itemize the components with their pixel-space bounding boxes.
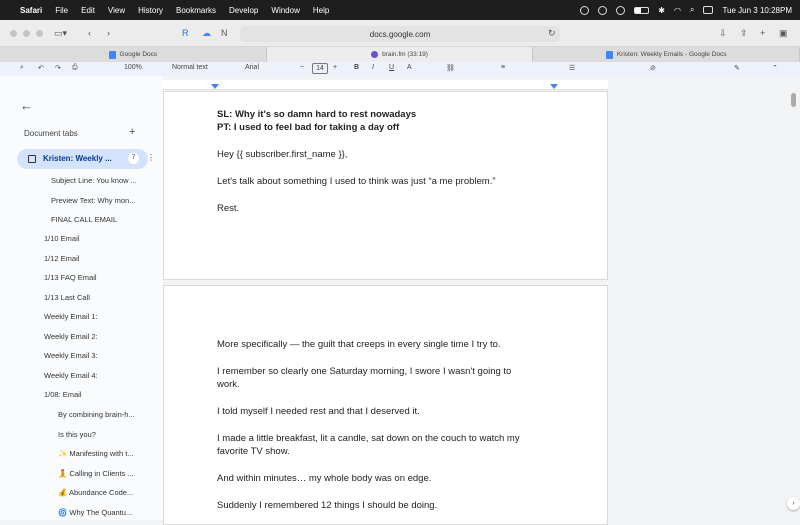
body-paragraph: favorite TV show. [217, 446, 290, 457]
sidebar-item-weekly-email-2[interactable]: Weekly Email 2: [44, 332, 98, 341]
search-menus-icon[interactable]: ⌕ [20, 64, 24, 71]
body-paragraph: Suddenly I remembered 12 things I should be doing. [217, 500, 438, 511]
close-window-button[interactable] [10, 30, 17, 37]
menu-edit[interactable]: Edit [81, 5, 95, 15]
menu-bookmarks[interactable]: Bookmarks [176, 5, 217, 15]
tab-label: brain.fm (33:19) [382, 51, 428, 58]
body-paragraph: I told myself I needed rest and that I deserved it. [217, 406, 420, 417]
extension-r-icon[interactable]: R [182, 28, 189, 38]
control-center-icon[interactable] [703, 6, 713, 14]
wifi-icon[interactable]: ◠ [674, 5, 681, 15]
google-docs-favicon-icon [606, 51, 613, 59]
tab-brainfm[interactable] [267, 47, 534, 62]
record-icon[interactable] [580, 6, 589, 15]
active-tab-label: Kristen: Weekly ... [43, 154, 112, 163]
menu-history[interactable]: History [138, 5, 164, 15]
battery-icon[interactable] [634, 7, 649, 14]
sidebar-toggle-icon[interactable]: ▭▾ [54, 28, 68, 38]
sidebar-item-is-this-you[interactable]: Is this you? [58, 430, 96, 439]
browser-tabs [0, 47, 800, 62]
redo-icon[interactable]: ↷ [55, 65, 61, 72]
increase-size-icon[interactable]: + [333, 64, 338, 71]
back-arrow-icon[interactable]: ← [20, 98, 33, 113]
extension-cloud-icon[interactable]: ☁ [202, 28, 211, 38]
underline-icon[interactable]: U [389, 64, 395, 71]
sidebar-item-brain-h[interactable]: By combining brain-h... [58, 410, 135, 419]
document-page-1[interactable] [163, 91, 608, 280]
document-icon [28, 155, 36, 163]
text-color-icon[interactable]: A [407, 64, 412, 71]
body-paragraph: I made a little breakfast, lit a candle, sat down on the couch to watch my [217, 433, 520, 444]
sidebar-item-final-call[interactable]: FINAL CALL EMAIL [51, 215, 118, 224]
font-select[interactable]: Arial [245, 64, 260, 71]
document-scrollbar[interactable] [791, 93, 796, 107]
greeting-text: Hey {{ subscriber.first_name }}, [217, 149, 348, 160]
body-paragraph: work. [217, 379, 240, 390]
document-page-2[interactable] [163, 285, 608, 525]
decrease-size-icon[interactable]: − [300, 64, 305, 71]
undo-icon[interactable]: ↶ [38, 65, 44, 72]
italic-icon[interactable]: I [372, 64, 374, 71]
print-icon[interactable]: ⎙ [72, 64, 78, 71]
docs-formatting-toolbar [0, 62, 800, 76]
sync-icon[interactable] [616, 6, 625, 15]
bluetooth-icon[interactable]: ✱ [658, 5, 665, 15]
menu-view[interactable]: View [107, 5, 126, 15]
menu-develop[interactable]: Develop [229, 5, 259, 15]
brainfm-favicon-icon [371, 51, 378, 58]
play-icon[interactable] [598, 6, 607, 15]
zoom-window-button[interactable] [36, 30, 43, 37]
tab-label: Google Docs [119, 51, 158, 58]
google-docs-favicon-icon [109, 51, 116, 59]
tab-google-docs[interactable] [0, 47, 267, 62]
tab-count-badge: 7 [128, 153, 139, 164]
font-size-input[interactable]: 14 [312, 63, 328, 74]
body-paragraph: More specifically — the guilt that creeps in every single time I try to. [217, 339, 501, 350]
sidebar-item-1-13-faq[interactable]: 1/13 FAQ Email [44, 273, 97, 282]
tab-label: Kristen: Weekly Emails - Google Docs [616, 51, 727, 58]
new-tab-icon[interactable]: + [760, 28, 766, 38]
url-text: docs.google.com [369, 29, 431, 39]
reload-icon[interactable]: ↻ [548, 28, 556, 38]
ruler [163, 80, 608, 90]
align-icon[interactable]: ≡ [501, 64, 506, 71]
zoom-select[interactable]: 100% [124, 64, 142, 71]
search-icon[interactable]: ⌕ [689, 5, 695, 14]
sidebar-item-weekly-email-1[interactable]: Weekly Email 1: [44, 312, 98, 321]
sidebar-item-quantum[interactable]: 🌀 Why The Quantu... [58, 508, 133, 517]
clock[interactable]: Tue Jun 3 10:28PM [722, 5, 792, 15]
add-tab-icon[interactable]: + [129, 126, 136, 138]
sidebar-item-abundance-code[interactable]: 💰 Abundance Code... [58, 488, 134, 497]
style-select[interactable]: Normal text [172, 64, 208, 71]
download-icon[interactable]: ⇩ [719, 28, 727, 38]
editing-mode-icon[interactable]: ✎ [734, 65, 740, 72]
share-icon[interactable]: ⇪ [740, 28, 748, 38]
sidebar-item-subject-line[interactable]: Subject Line: You know ... [51, 176, 137, 185]
body-paragraph: Rest. [217, 203, 240, 214]
extension-notion-icon[interactable]: N [221, 28, 228, 38]
sidebar-item-1-08-email[interactable]: 1/08: Email [44, 390, 82, 399]
window-controls [10, 30, 43, 37]
sidebar-item-1-13-last-call[interactable]: 1/13 Last Call [44, 293, 90, 302]
link-icon[interactable]: ⛓ [446, 65, 455, 72]
body-paragraph: And within minutes… my whole body was on edge. [217, 473, 432, 484]
sidebar-title: Document tabs [24, 129, 78, 138]
back-icon[interactable]: ‹ [88, 28, 91, 38]
collapse-toolbar-icon[interactable]: ⌃ [772, 65, 778, 72]
body-paragraph: Let's talk about something I used to think was just “a me problem.” [217, 176, 496, 187]
minimize-window-button[interactable] [23, 30, 30, 37]
bold-icon[interactable]: B [354, 64, 360, 71]
status-area [580, 5, 792, 15]
sidebar-item-1-10-email[interactable]: 1/10 Email [44, 234, 80, 243]
menu-app[interactable]: Safari [20, 5, 43, 15]
menu-help[interactable]: Help [312, 5, 330, 15]
menu-file[interactable]: File [55, 5, 69, 15]
tab-kristen-weekly-emails[interactable] [533, 47, 800, 62]
sidebar-item-manifesting[interactable]: ✨ Manifesting with t... [58, 449, 134, 458]
clear-formatting-icon[interactable]: ⊘ [650, 65, 656, 72]
menu-window[interactable]: Window [271, 5, 300, 15]
forward-icon[interactable]: › [107, 28, 110, 38]
sidebar-item-1-12-email[interactable]: 1/12 Email [44, 254, 80, 263]
sidebar-item-preview-text[interactable]: Preview Text: Why mon... [51, 196, 136, 205]
tab-overview-icon[interactable]: ▣ [779, 28, 788, 38]
macos-menubar [0, 0, 800, 20]
indent-marker-left-icon[interactable] [211, 84, 219, 89]
sidebar-item-weekly-email-4[interactable]: Weekly Email 4: [44, 371, 98, 380]
address-bar[interactable] [240, 26, 560, 42]
bullet-list-icon[interactable]: ☰ [569, 65, 576, 72]
body-paragraph: I remember so clearly one Saturday morning, I swore I wasn't going to [217, 366, 512, 377]
browser-toolbar [0, 20, 800, 47]
indent-marker-right-icon[interactable] [550, 84, 558, 89]
subject-line-text: SL: Why it's so damn hard to rest nowadays [217, 109, 417, 120]
document-tabs-sidebar [0, 76, 163, 520]
sidebar-item-calling-clients[interactable]: 🧘 Calling in Clients ... [58, 469, 134, 478]
preview-text: PT: I used to feel bad for taking a day off [217, 122, 400, 133]
sidebar-item-weekly-email-3[interactable]: Weekly Email 3: [44, 351, 98, 360]
side-panel-toggle-icon[interactable]: › [787, 497, 800, 510]
more-options-icon[interactable]: ⋮ [147, 153, 155, 162]
sidebar-active-tab[interactable] [17, 149, 155, 169]
